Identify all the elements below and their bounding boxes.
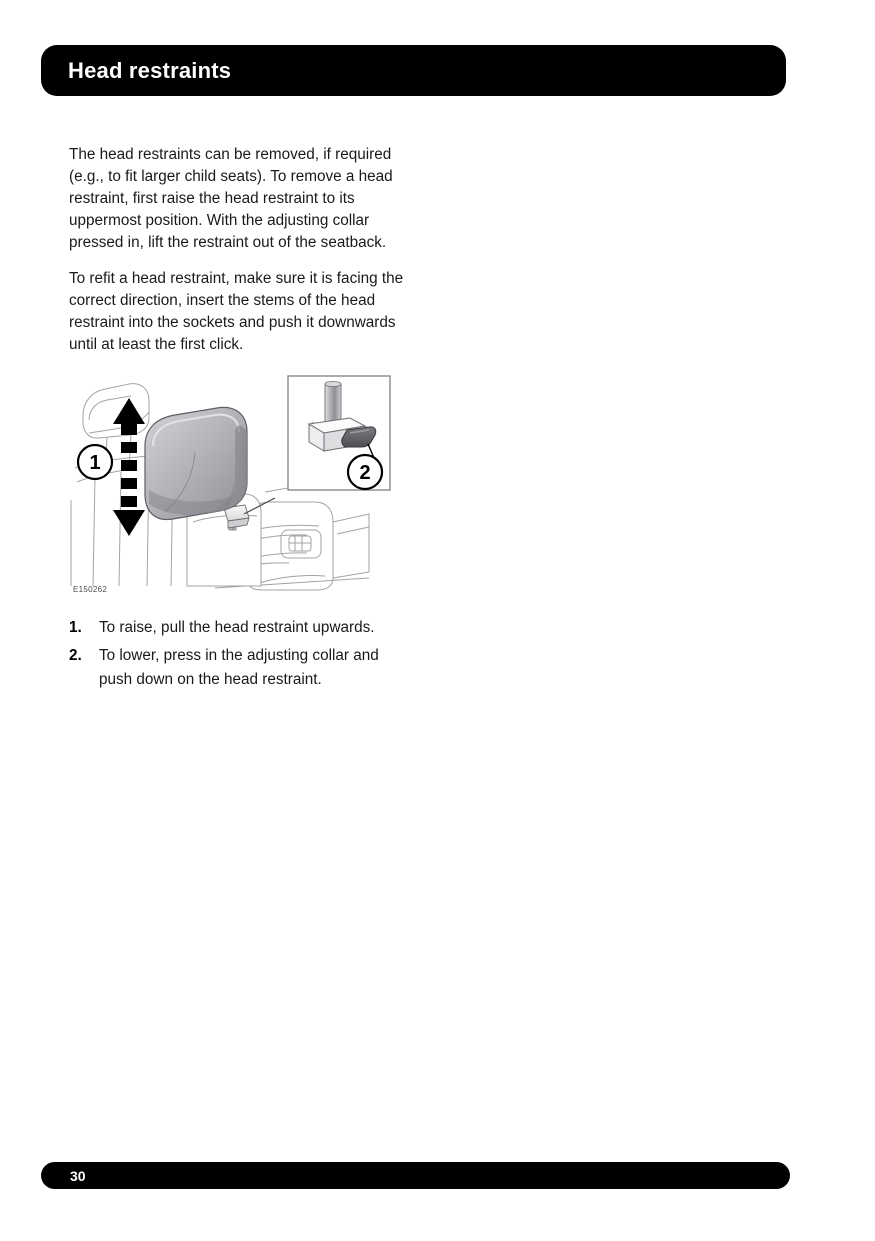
list-item — [69, 644, 409, 692]
body-content — [69, 144, 404, 370]
step-number: 1. — [69, 619, 82, 636]
page-number: 30 — [70, 1167, 86, 1184]
paragraph-2: To refit a head restraint, make sure it is facing the correct direction, insert the stems of the head restraint into the sockets and push it downwards until at least the first click. — [69, 270, 404, 353]
callout-1-label: 1 — [89, 452, 101, 474]
illustration-svg — [69, 372, 401, 597]
figure-code: E150262 — [73, 585, 108, 594]
head-restraint-pad — [145, 407, 247, 519]
step-number: 2. — [69, 647, 82, 664]
paragraph-1: The head restraints can be removed, if required (e.g., to fit larger child seats). To remove a head restraint, first raise the head restraint to its uppermost position. With the adjusting collar pressed in, lift the restraint out of the seatback. — [69, 146, 393, 251]
page-title: Head restraints — [68, 57, 232, 83]
page-footer-bar — [41, 1162, 790, 1189]
section-header-bar — [41, 45, 786, 96]
numbered-steps-list — [69, 616, 409, 696]
callout-2-label: 2 — [359, 462, 371, 484]
callout-1 — [78, 445, 112, 479]
step-text: To lower, press in the adjusting collar and push down on the head restraint. — [99, 647, 379, 688]
head-restraint-illustration — [69, 372, 401, 597]
callout-2 — [348, 455, 382, 489]
list-item — [69, 616, 409, 640]
step-text: To raise, pull the head restraint upwards. — [99, 619, 375, 636]
adjustment-arrow — [113, 398, 145, 536]
